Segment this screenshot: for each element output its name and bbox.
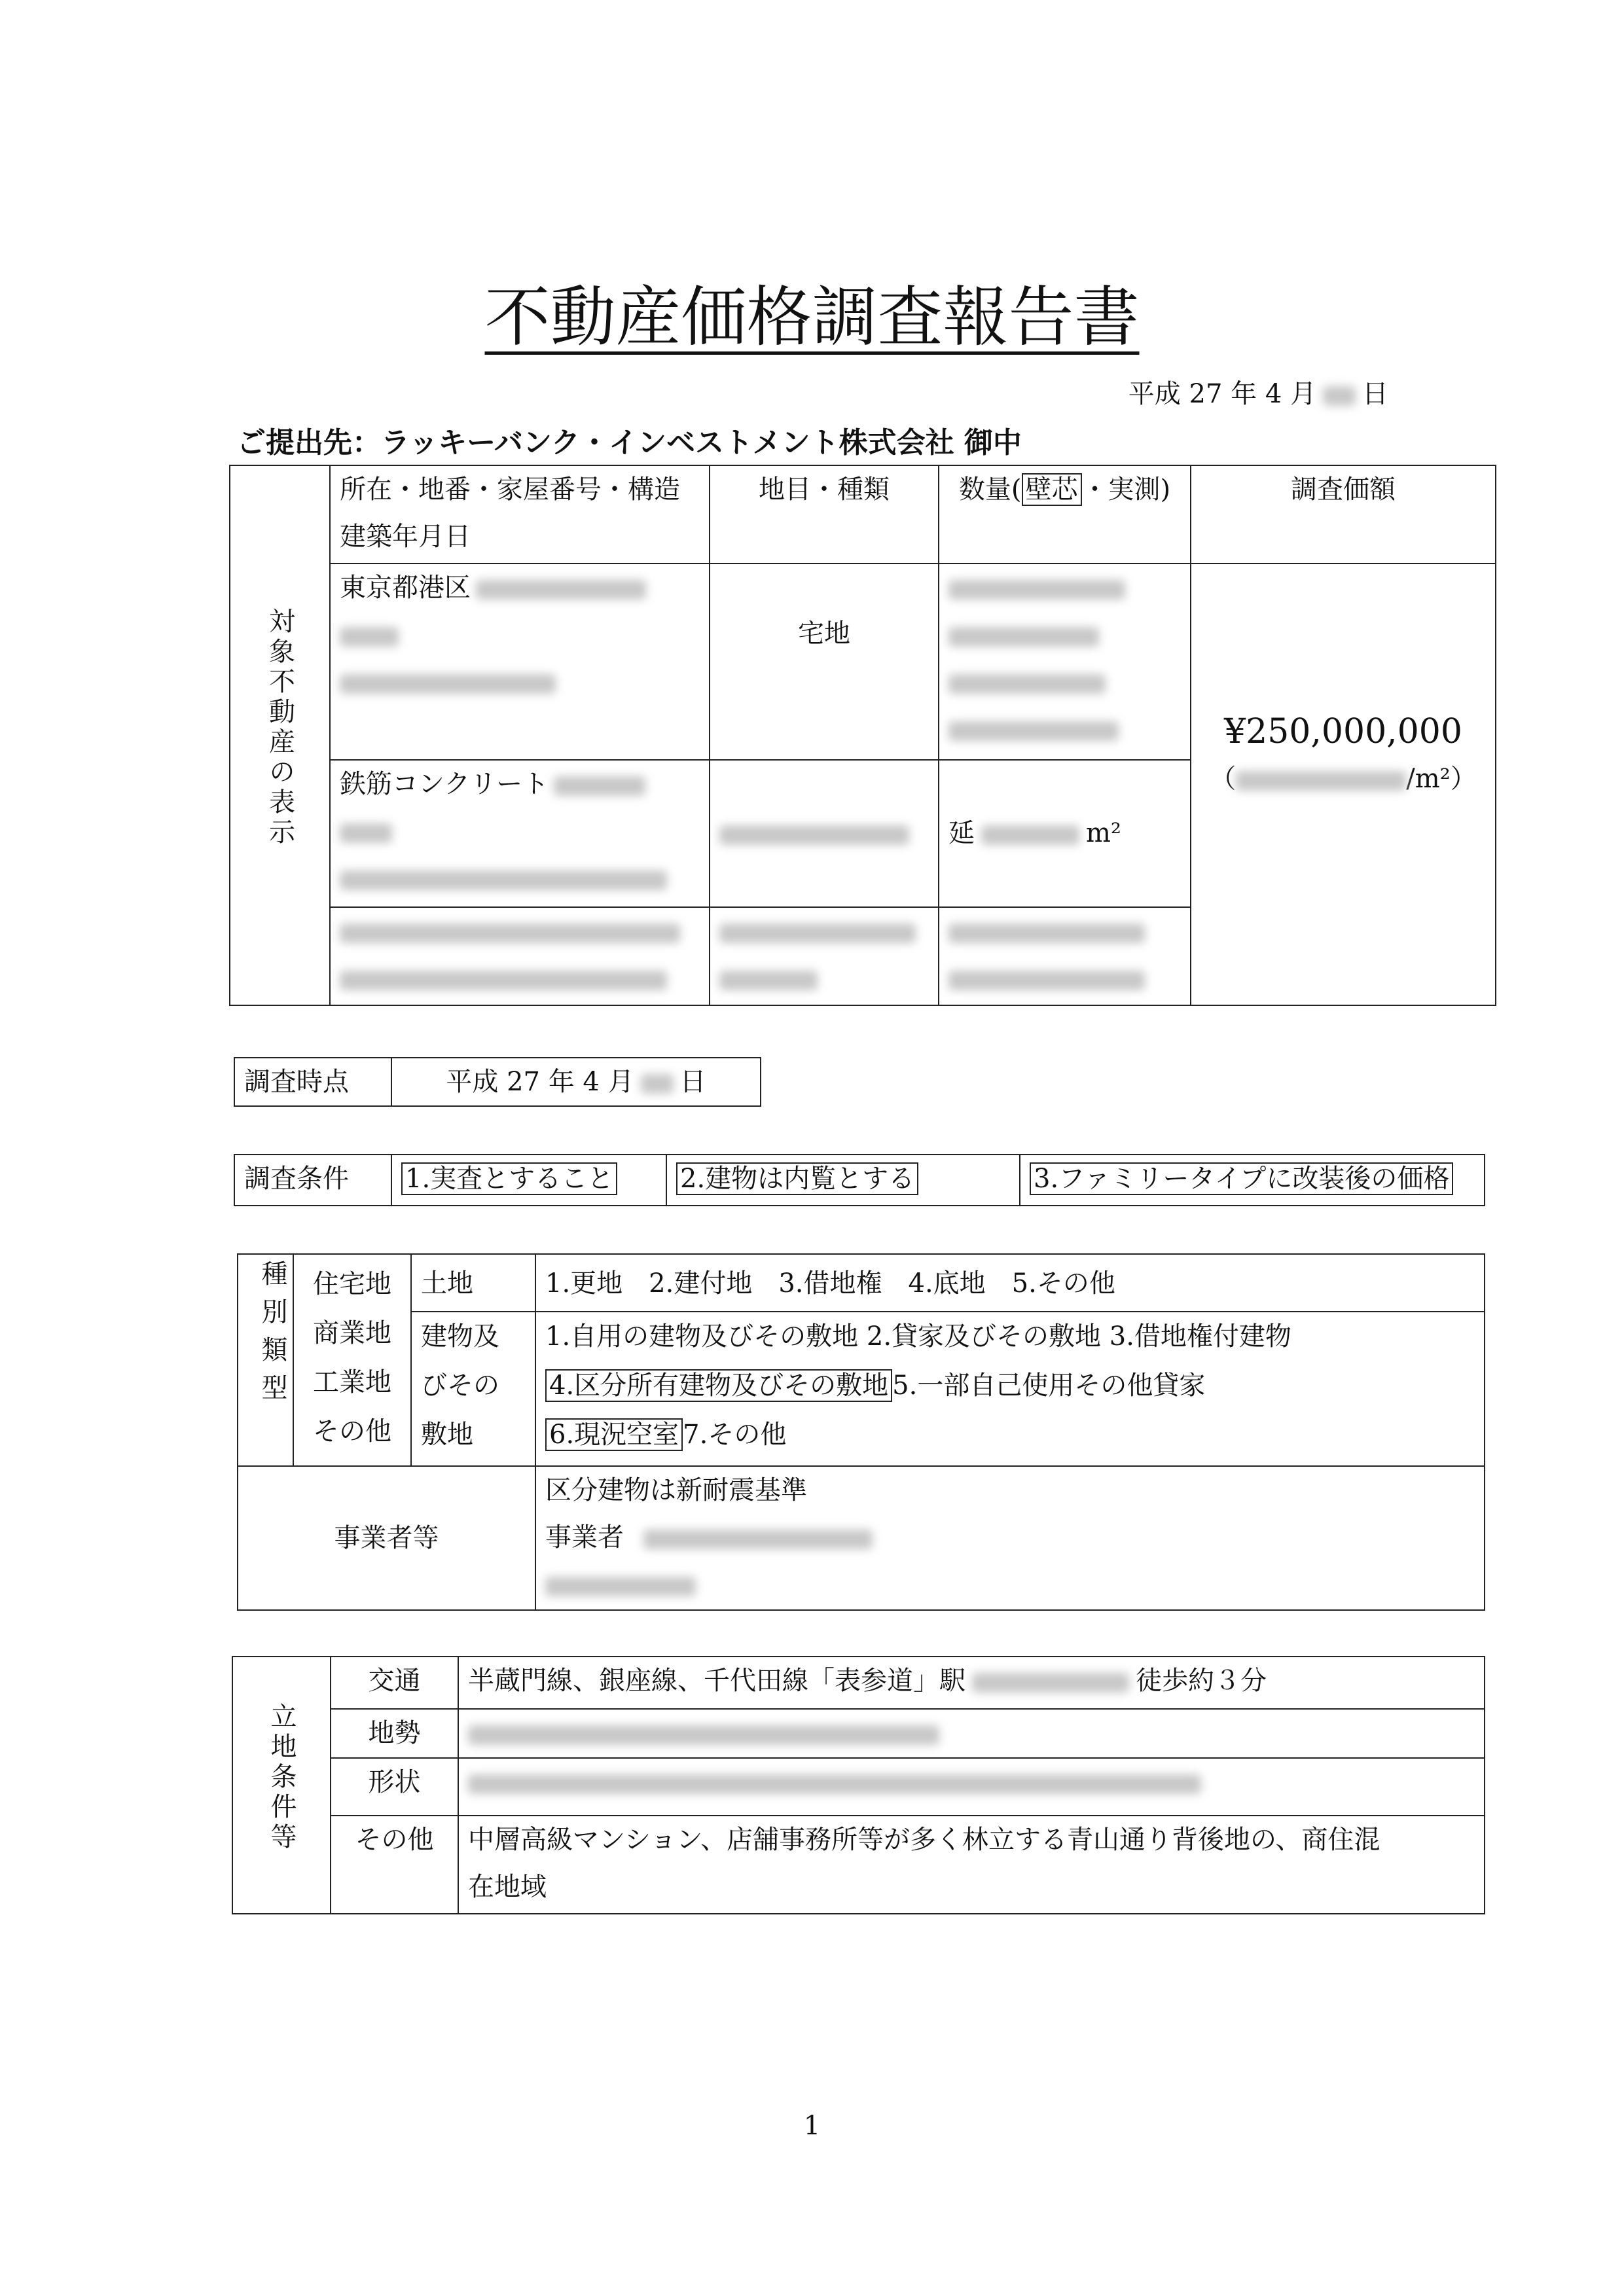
land-area [939, 564, 1191, 760]
terrain-value [458, 1709, 1485, 1758]
building-area: 延 m² [939, 760, 1191, 907]
building-label: 建物及 びその 敷地 [411, 1312, 535, 1466]
condition-2: 2.建物は内覧とする [666, 1155, 1020, 1206]
unit-info [330, 907, 710, 1005]
recipient: ご提出先：ラッキーバンク・インベストメント株式会社 御中 [237, 426, 1022, 459]
header-quantity: 数量( 壁芯 ・実測) [939, 465, 1191, 564]
type-side-label: 種別類型 [238, 1254, 293, 1466]
location-table [232, 1656, 1485, 1914]
survey-conditions-table [234, 1154, 1485, 1206]
unit-area [939, 907, 1191, 1005]
unit-category [710, 907, 939, 1005]
survey-time-value: 平成 27 年 4 月 日 [391, 1058, 761, 1106]
zone-list: 住宅地 商業地 工業地 その他 [293, 1254, 411, 1466]
page-number: 1 [803, 2111, 821, 2141]
header-category: 地目・種類 [710, 465, 939, 564]
survey-time-label: 調査時点 [234, 1058, 391, 1106]
header-price: 調査価額 [1191, 465, 1496, 564]
shape-value [458, 1758, 1485, 1816]
survey-conditions-label: 調査条件 [234, 1155, 391, 1206]
land-options: 1.更地 2.建付地 3.借地権 4.底地 5.その他 [535, 1254, 1485, 1312]
other-value: 中層高級マンション、店舗事務所等が多く林立する青山通り背後地の、商住混 在地域 [458, 1816, 1485, 1914]
building-options: 1.自用の建物及びその敷地 2.貸家及びその敷地 3.借地権付建物 4.区分所有建物及びその敷地 5.一部自己使用その他貸家 6.現況空室 7.その他 [535, 1312, 1485, 1466]
terrain-label: 地勢 [331, 1709, 458, 1758]
document-title: 不動産価格調査報告書 [484, 279, 1140, 355]
building-category [710, 760, 939, 907]
location-side-label: 立地条件等 [232, 1657, 331, 1914]
type-table [237, 1253, 1485, 1611]
redacted-day [1323, 386, 1356, 406]
report-date: 平成 27 年 4 月 日 [1128, 379, 1388, 409]
building-structure: 鉄筋コンクリート [330, 760, 710, 907]
price: ¥250,000,000 [1224, 712, 1462, 751]
land-location: 東京都港区 [330, 564, 710, 760]
operator-label: 事業者等 [238, 1466, 535, 1610]
operator-info: 区分建物は新耐震基準 事業者 [535, 1466, 1485, 1610]
price-cell [1191, 564, 1496, 1005]
survey-time-table [234, 1057, 761, 1107]
shape-label: 形状 [331, 1758, 458, 1816]
property-side-label: 対象不動産の表示 [230, 465, 330, 1005]
transport-label: 交通 [331, 1657, 458, 1709]
other-label: その他 [331, 1816, 458, 1914]
condition-3: 3.ファミリータイプに改装後の価格 [1020, 1155, 1485, 1206]
land-label: 土地 [411, 1254, 535, 1312]
unit-price: （ /m²） [1210, 764, 1477, 794]
land-category: 宅地 [710, 564, 939, 760]
header-location: 所在・地番・家屋番号・構造 建築年月日 [330, 465, 710, 564]
property-table [229, 465, 1496, 1006]
condition-1: 1.実査とすること [391, 1155, 666, 1206]
transport-value: 半蔵門線、銀座線、千代田線「表参道」駅 徒歩約３分 [458, 1657, 1485, 1709]
